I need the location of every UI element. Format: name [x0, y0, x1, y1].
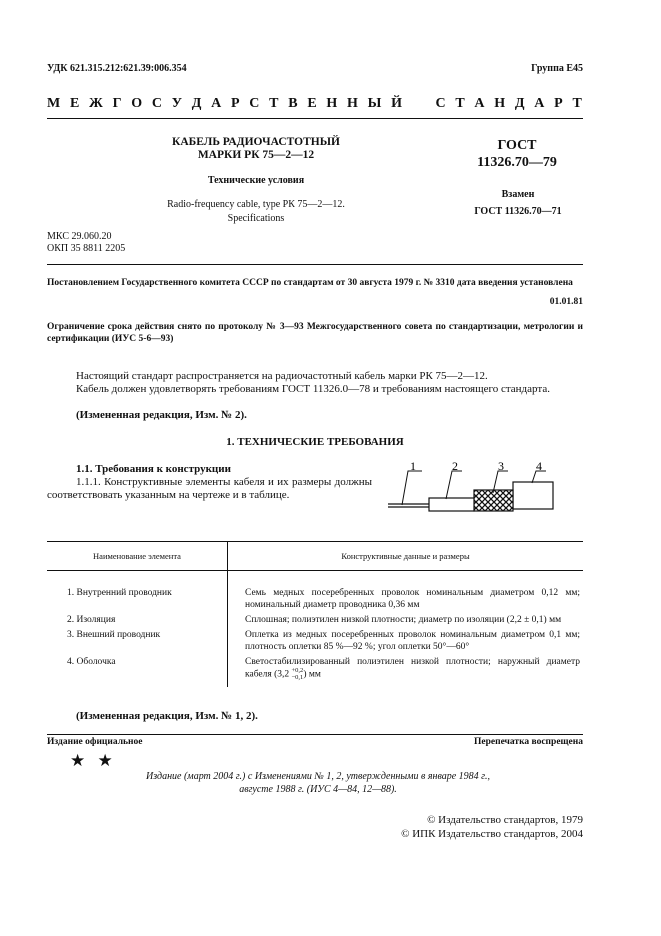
heading-letter: Ы — [367, 96, 382, 111]
table-cell-data: Семь медных посеребренных проволок номинальным диаметром 0,12 мм; номинальный диаметр проводника 0,36 мм — [245, 588, 580, 610]
heading-letter: О — [131, 96, 143, 111]
table-cell-element: 2. Изоляция — [47, 611, 228, 626]
restriction-text: Ограничение срока действия снято по протоколу № 3—93 Межгосударственного совета по стандартизации, метрологии и сертификации (ИУС 5-6—93) — [47, 322, 583, 344]
title-line-2: МАРКИ РК 75—2—12 — [197, 149, 315, 161]
spec-table — [47, 541, 583, 687]
heading-letter: Р — [554, 96, 563, 111]
heading-letter: М — [47, 96, 61, 111]
english-title-line-2: Specifications — [227, 213, 285, 224]
heading-letter: В — [288, 96, 298, 111]
heading-letter: Т — [572, 96, 582, 111]
heading-letter: Д — [191, 96, 202, 111]
table-cell-element: 3. Внешний проводник — [47, 626, 228, 653]
braid-shape — [474, 490, 513, 511]
title-line-1: КАБЕЛЬ РАДИОЧАСТОТНЫЙ — [172, 136, 340, 148]
intro-paragraph-1: Настоящий стандарт распространяется на радиочастотный кабель марки РК 75—2—12. — [76, 370, 488, 382]
table-cell-data — [228, 653, 584, 687]
copyright-1: © Издательство стандартов, 1979 — [427, 814, 583, 826]
table-header-data: Конструктивные данные и размеры — [228, 542, 584, 571]
edition-line-2: августе 1988 г. (ИУС 4—84, 12—88). — [239, 784, 397, 795]
english-title-line-1: Radio-frequency cable, type РК 75—2—12. — [167, 199, 345, 210]
heading-letter: Ж — [89, 96, 103, 111]
edition-line-1: Издание (март 2004 г.) с Изменениями № 1, 2, утвержденными в январе 1984 г., — [146, 771, 490, 782]
drawing-label-1: 1 — [410, 460, 416, 473]
heading-letter: А — [534, 96, 545, 111]
english-title — [120, 198, 392, 226]
header-rule — [47, 118, 583, 119]
okp-code: ОКП 35 8811 2205 — [47, 243, 126, 254]
table-cell-data: Сплошная; полиэтилен низкой плотности; диаметр по изоляции (2,2 ± 0,1) мм — [245, 615, 562, 625]
gost-label: ГОСТ — [497, 138, 537, 153]
group-code: Группа Е45 — [531, 63, 583, 74]
heading-letter: Д — [514, 96, 525, 111]
amendment-note: (Измененная редакция, Изм. № 1, 2). — [76, 710, 258, 722]
standard-type-heading — [47, 96, 582, 112]
table-cell-data: Оплетка из медных посеребренных проволок номинальным диаметром 0,1 мм; плотность оплетки 85 %—92 %; угол оплетки 50°—60° — [245, 630, 580, 652]
table-row — [47, 653, 583, 687]
official-edition: Издание официальное — [47, 737, 143, 747]
heading-letter: Т — [455, 96, 465, 111]
copyright-block — [401, 813, 583, 841]
intro-paragraph-2: Кабель должен удовлетворять требованиям ГОСТ 11326.0—78 и требованиям настоящего стандарта. — [76, 383, 550, 395]
heading-letter: А — [211, 96, 222, 111]
drawing-label-4: 4 — [536, 460, 542, 473]
table-header-row — [47, 542, 583, 571]
tolerance-lower: −0,1 — [291, 673, 304, 681]
construction-text: 1.1.1. Конструктивные элементы кабеля и их размеры должны соответствовать указанным на чертеже и в таблице. — [47, 476, 372, 501]
reprint-prohibited: Перепечатка воспрещена — [473, 737, 583, 747]
heading-letter: С — [151, 96, 163, 111]
footer-rule — [47, 734, 583, 735]
replaces-label: Взамен — [501, 189, 535, 200]
cable-drawing — [380, 460, 560, 532]
gost-designation — [462, 137, 572, 171]
table-row — [47, 571, 583, 612]
heading-letter: Н — [494, 96, 506, 111]
heading-letter: Н — [326, 96, 338, 111]
stars-mark: ★ ★ — [70, 751, 117, 770]
heading-letter: Е — [69, 96, 80, 111]
heading-word-gap — [412, 96, 426, 112]
table-row — [47, 626, 583, 653]
udk-code: УДК 621.315.212:621.39:006.354 — [47, 63, 187, 74]
table-cell-element: 4. Оболочка — [47, 653, 228, 687]
replaces-number: ГОСТ 11326.70—71 — [474, 206, 562, 217]
table-header-element: Наименование элемента — [47, 542, 228, 571]
drawing-label-3: 3 — [498, 460, 504, 473]
leader-1 — [402, 471, 422, 505]
heading-letter: А — [474, 96, 485, 111]
heading-letter: Н — [347, 96, 358, 111]
edition-note — [100, 770, 536, 796]
heading-letter: С — [249, 96, 260, 111]
drawing-label-2: 2 — [452, 460, 458, 473]
jacket-data-prefix: Светостабилизированный полиэтилен низкой плотности; наружный диаметр кабеля (3,2 — [245, 657, 580, 680]
decree-text: Постановлением Государственного комитета СССР по стандартам от 30 августа 1979 г. № 3310 дата введения установлена — [47, 278, 573, 288]
standard-title — [120, 136, 392, 162]
jacket-data-suffix: ) мм — [303, 669, 321, 680]
table-cell-element: 1. Внутренний проводник — [47, 571, 228, 612]
heading-letter: Т — [269, 96, 279, 111]
classification-codes — [47, 231, 125, 255]
heading-letter: Й — [391, 96, 403, 111]
section-title: 1. ТЕХНИЧЕСКИЕ ТРЕБОВАНИЯ — [226, 436, 404, 448]
mks-code: МКС 29.060.20 — [47, 231, 112, 242]
construction-block — [47, 463, 372, 502]
intro-amendment: (Измененная редакция, Изм. № 2). — [76, 409, 247, 421]
table-row — [47, 611, 583, 626]
replaces-block — [450, 186, 586, 220]
heading-letter: Г — [112, 96, 122, 111]
heading-letter: С — [435, 96, 446, 111]
diameter-tolerance — [292, 668, 304, 681]
gost-number: 11326.70—79 — [477, 155, 557, 170]
construction-subtitle: 1.1. Требования к конструкции — [76, 463, 231, 475]
codes-rule — [47, 264, 583, 265]
jacket-shape — [513, 482, 553, 509]
leader-2 — [446, 471, 462, 499]
heading-letter: Е — [307, 96, 317, 111]
standard-subtitle: Технические условия — [207, 175, 305, 186]
copyright-2: © ИПК Издательство стандартов, 2004 — [401, 828, 583, 840]
insulation-shape — [429, 498, 474, 511]
effective-date: 01.01.81 — [549, 297, 583, 307]
tolerance-upper: +0,2 — [291, 667, 304, 674]
heading-letter: Р — [231, 96, 240, 111]
heading-letter: У — [171, 96, 183, 111]
